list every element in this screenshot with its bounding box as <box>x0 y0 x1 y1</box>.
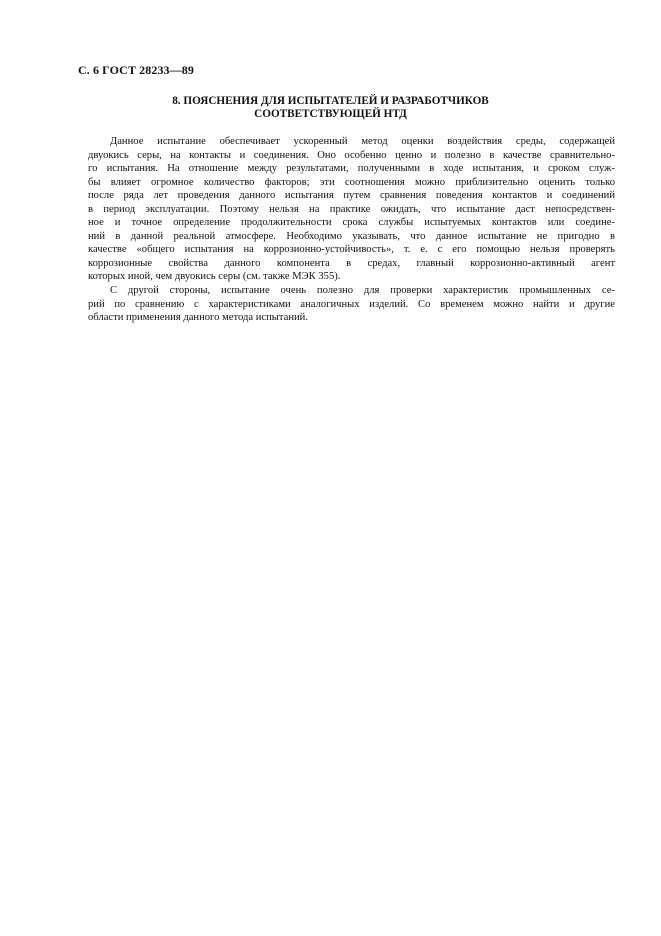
running-head: С. 6 ГОСТ 28233—89 <box>78 63 194 77</box>
paragraph-1-line: коррозионные свойства данного компонента в средах, главный коррозионно-активный агент <box>88 257 615 269</box>
paragraph-2-line: области применения данного метода испытаний. <box>88 312 308 324</box>
paragraph-1-line: качестве «общего испытания на коррозионно-устойчивость», т. е. с его помощью нельзя проверять <box>88 244 615 256</box>
section-title-line-2: СООТВЕТСТВУЮЩЕЙ НТД <box>254 108 407 120</box>
body-text <box>88 135 615 325</box>
paragraph-1-line: Данное испытание обеспечивает ускоренный метод оценки воздействия среды, содержащей <box>110 136 615 147</box>
paragraph-1-line: двуокись серы, на контакты и соединения. Оно особенно ценно и полезно в качестве сравнительно- <box>88 149 615 161</box>
paragraph-2-line: С другой стороны, испытание очень полезно для проверки характеристик промышленных се- <box>110 285 615 297</box>
paragraph-1-line: ний в данной реальной атмосфере. Необходимо указывать, что данное испытание не пригодно в <box>88 230 615 242</box>
paragraph-1-line: ное и точное определение продолжительности срока службы испытуемых контактов или соедине- <box>88 217 615 229</box>
section-title <box>78 95 583 121</box>
paragraph-1-line: после ряда лет проведения данного испытания путем сравнения поведения контактов и соединений <box>88 190 615 202</box>
paragraph-1-line: го испытания. На отношение между результатами, полученными в ходе испытания, и сроком служ- <box>88 163 615 175</box>
paragraph-1-line: в период эксплуатации. Поэтому нельзя на практике ожидать, что испытание даст непосредствен- <box>88 203 615 215</box>
section-title-line-1: 8. ПОЯСНЕНИЯ ДЛЯ ИСПЫТАТЕЛЕЙ И РАЗРАБОТЧИКОВ <box>172 95 489 107</box>
paragraph-1-line: бы влияет огромное количество факторов; эти соотношения можно приблизительно оценить только <box>88 176 615 188</box>
paragraph-2-line: рий по сравнению с характеристиками аналогичных изделий. Со временем можно найти и другие <box>88 298 615 310</box>
paragraph-1-line: которых иной, чем двуокись серы (см. также МЭК 355). <box>88 271 341 283</box>
